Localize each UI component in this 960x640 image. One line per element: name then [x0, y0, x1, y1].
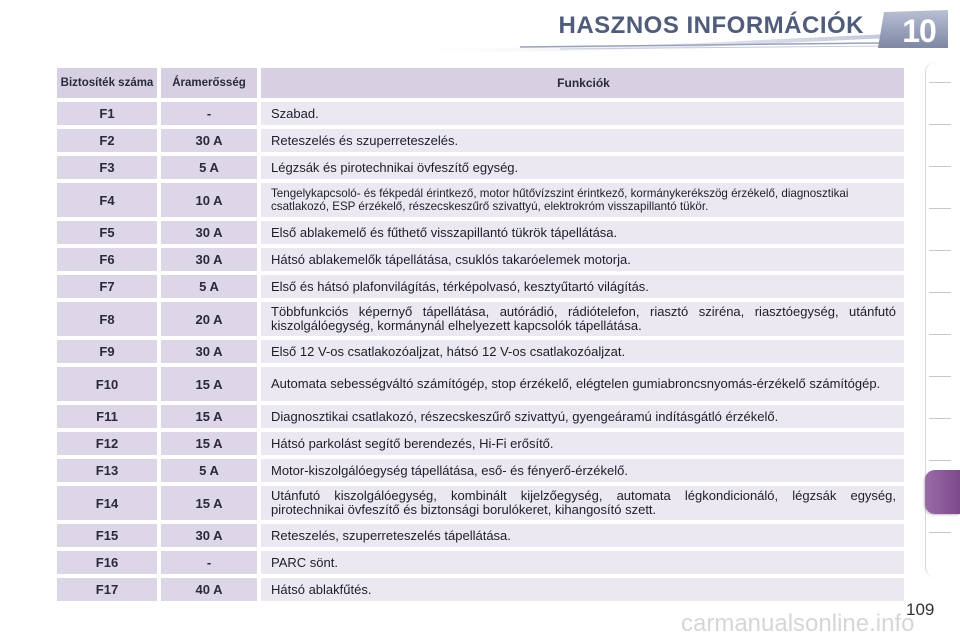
function-cell: Motor-kiszolgálóegység tápellátása, eső- és fényerő-érzékelő.: [261, 459, 904, 482]
amperage-cell: -: [161, 551, 261, 574]
watermark: carmanualsonline.info: [681, 610, 915, 637]
function-cell: Szabad.: [261, 102, 904, 125]
page-title: HASZNOS INFORMÁCIÓK: [558, 12, 864, 39]
fuse-number-cell: F13: [57, 459, 161, 482]
side-tab-divider: [929, 82, 951, 83]
function-cell: Automata sebességváltó számítógép, stop érzékelő, elégtelen gumiabroncsnyomás-érzékelő számítógép.: [261, 367, 904, 401]
function-cell: Reteszelés és szuperreteszelés.: [261, 129, 904, 152]
table-row: [57, 156, 904, 179]
fuse-table: [57, 64, 904, 605]
amperage-cell: 40 A: [161, 578, 261, 601]
amperage-cell: 15 A: [161, 405, 261, 428]
amperage-cell: 15 A: [161, 432, 261, 455]
fuse-number-cell: F4: [57, 183, 161, 217]
side-tab-divider: [929, 460, 951, 461]
table-row: [57, 275, 904, 298]
function-cell: Első ablakemelő és fűthető visszapillantó tükrök tápellátása.: [261, 221, 904, 244]
side-tab-divider: [929, 376, 951, 377]
fuse-number-cell: F2: [57, 129, 161, 152]
table-header-row: [57, 68, 904, 98]
fuse-number-cell: F11: [57, 405, 161, 428]
amperage-cell: 30 A: [161, 524, 261, 547]
amperage-cell: 15 A: [161, 367, 261, 401]
fuse-number-cell: F14: [57, 486, 161, 520]
function-cell: Légzsák és pirotechnikai övfeszítő egység.: [261, 156, 904, 179]
amperage-cell: 20 A: [161, 302, 261, 336]
table-row: [57, 551, 904, 574]
table-row: [57, 340, 904, 363]
side-tab-divider: [929, 532, 951, 533]
table-row: [57, 367, 904, 401]
table-row: [57, 432, 904, 455]
column-header-functions: Funkciók: [261, 68, 904, 98]
amperage-cell: 30 A: [161, 129, 261, 152]
function-cell: Első 12 V-os csatlakozóaljzat, hátsó 12 V-os csatlakozóaljzat.: [261, 340, 904, 363]
function-cell: Reteszelés, szuperreteszelés tápellátása.: [261, 524, 904, 547]
function-cell: Hátsó ablakfűtés.: [261, 578, 904, 601]
fuse-number-cell: F3: [57, 156, 161, 179]
chapter-badge: [893, 10, 945, 50]
fuse-number-cell: F8: [57, 302, 161, 336]
table-row: [57, 221, 904, 244]
side-tab-divider: [929, 334, 951, 335]
function-cell: Tengelykapcsoló- és fékpedál érintkező, motor hűtővízszint érintkező, kormánykerékszög érzékelő, diagnosztikai csatlakozó, ESP érzékelő, részecskeszűrő szivattyú, elektrokróm visszapillantó tükör.: [261, 183, 904, 217]
fuse-number-cell: F7: [57, 275, 161, 298]
side-tab-divider: [929, 418, 951, 419]
fuse-number-cell: F16: [57, 551, 161, 574]
function-cell: Utánfutó kiszolgálóegység, kombinált kijelzőegység, automata légkondicionáló, légzsák egység, pirotechnikai övfeszítő és biztonsági borulókeret, kihangosító szett.: [261, 486, 904, 520]
fuse-number-cell: F12: [57, 432, 161, 455]
function-cell: Hátsó parkolást segítő berendezés, Hi-Fi erősítő.: [261, 432, 904, 455]
function-cell: Hátsó ablakemelők tápellátása, csuklós takaróelemek motorja.: [261, 248, 904, 271]
side-tab-divider: [929, 250, 951, 251]
side-tab-divider: [929, 208, 951, 209]
amperage-cell: 15 A: [161, 486, 261, 520]
fuse-number-cell: F6: [57, 248, 161, 271]
fuse-number-cell: F17: [57, 578, 161, 601]
chapter-number: 10: [902, 13, 936, 49]
side-tab-divider: [929, 292, 951, 293]
table-row: [57, 578, 904, 601]
column-header-fuse-number: Biztosíték száma: [57, 68, 161, 98]
amperage-cell: 30 A: [161, 221, 261, 244]
table-row: [57, 302, 904, 336]
page-number: 109: [906, 600, 935, 619]
fuse-number-cell: F15: [57, 524, 161, 547]
amperage-cell: -: [161, 102, 261, 125]
table-row: [57, 459, 904, 482]
fuse-number-cell: F9: [57, 340, 161, 363]
table-row: [57, 524, 904, 547]
fuse-number-cell: F1: [57, 102, 161, 125]
function-cell: Többfunkciós képernyő tápellátása, autórádió, rádiótelefon, riasztó sziréna, riasztóegység, utánfutó kiszolgálóegység, kormánynál elhelyezett kapcsolók tápellátása.: [261, 302, 904, 336]
table-row: [57, 405, 904, 428]
side-tab-divider: [929, 124, 951, 125]
chapter-tab-active[interactable]: [925, 470, 960, 514]
table-row: [57, 102, 904, 125]
table-row: [57, 486, 904, 520]
column-header-amperage: Áramerősség: [161, 68, 261, 98]
amperage-cell: 5 A: [161, 459, 261, 482]
amperage-cell: 10 A: [161, 183, 261, 217]
table-row: [57, 183, 904, 217]
side-tab-divider: [929, 166, 951, 167]
function-cell: Első és hátsó plafonvilágítás, térképolvasó, kesztyűtartó világítás.: [261, 275, 904, 298]
amperage-cell: 5 A: [161, 156, 261, 179]
fuse-number-cell: F5: [57, 221, 161, 244]
fuse-number-cell: F10: [57, 367, 161, 401]
amperage-cell: 30 A: [161, 248, 261, 271]
function-cell: Diagnosztikai csatlakozó, részecskeszűrő szivattyú, gyengeáramú indításgátló érzékelő.: [261, 405, 904, 428]
amperage-cell: 5 A: [161, 275, 261, 298]
table-row: [57, 129, 904, 152]
amperage-cell: 30 A: [161, 340, 261, 363]
function-cell: PARC sönt.: [261, 551, 904, 574]
table-row: [57, 248, 904, 271]
